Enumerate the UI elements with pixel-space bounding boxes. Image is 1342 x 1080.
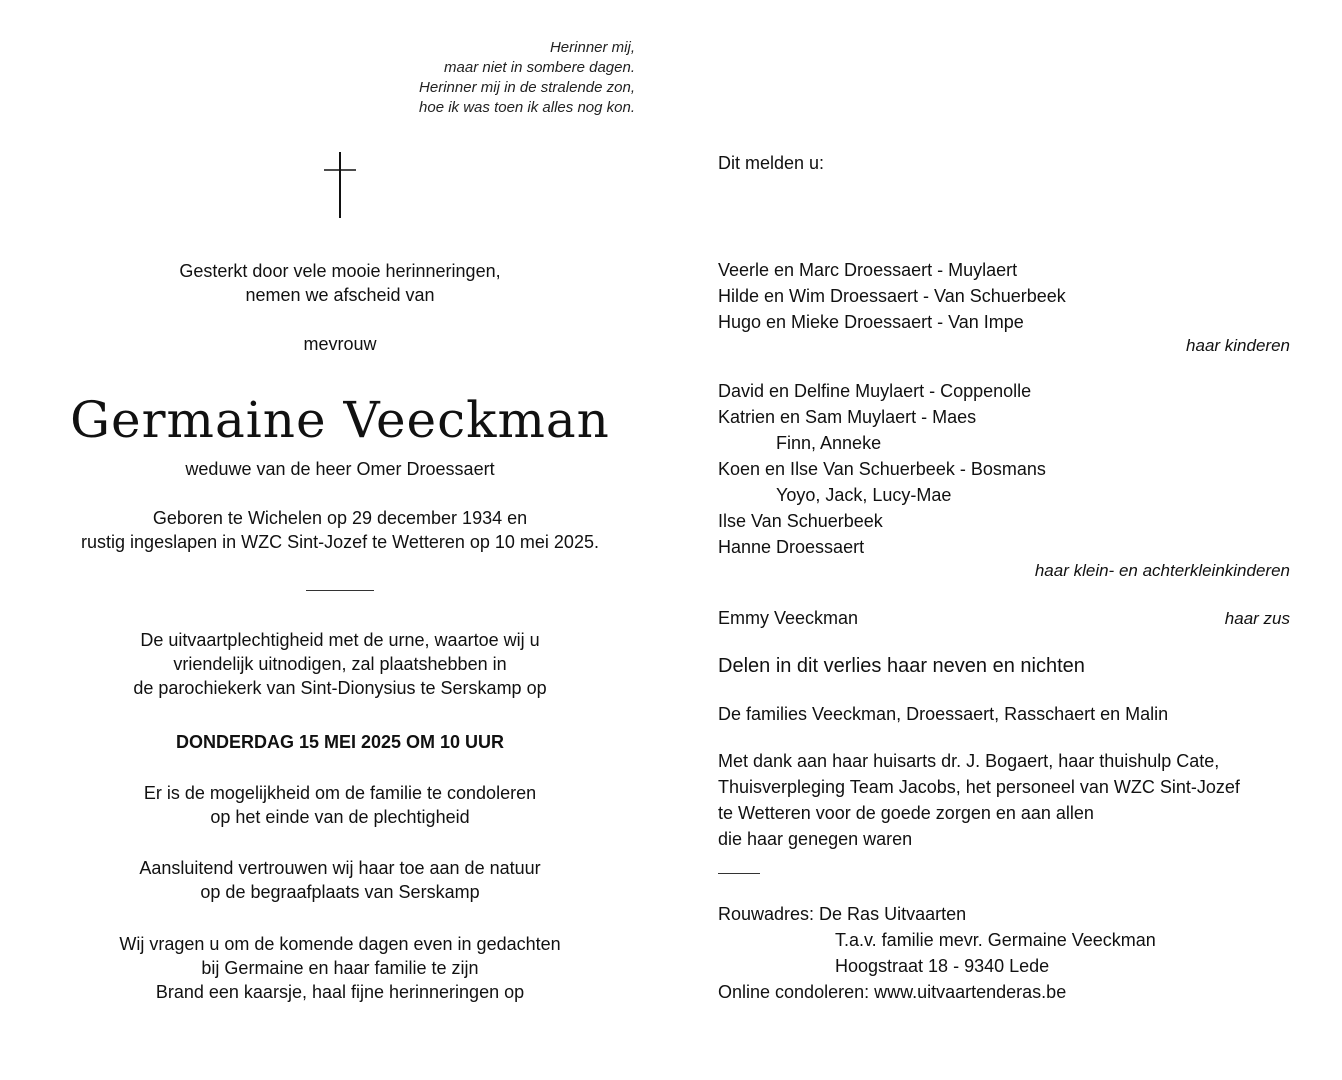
- ceremony-line: vriendelijk uitnodigen, zal plaatshebben in: [173, 654, 507, 674]
- thanks: [718, 748, 1290, 852]
- condole-line: Er is de mogelijkheid om de familie te condoleren: [143, 783, 537, 803]
- announce-header: Dit melden u:: [718, 153, 825, 173]
- title-mevrouw: mevrouw: [303, 334, 377, 354]
- children-list: [718, 257, 1290, 357]
- birth-line: Geboren te Wichelen op 29 december 1934 en: [152, 508, 528, 528]
- list-item: David en Delfine Muylaert - Coppenolle: [718, 381, 1032, 401]
- request: [40, 932, 640, 1004]
- list-item: Katrien en Sam Muylaert - Maes: [718, 407, 977, 427]
- cross-icon: [323, 152, 357, 218]
- separator: [718, 873, 760, 874]
- poem-line: Herinner mij in de stralende zon,: [419, 79, 635, 96]
- address-line: Hoogstraat 18 - 9340 Lede: [835, 956, 1050, 976]
- intro: [40, 259, 640, 307]
- burial-line: op de begraafplaats van Serskamp: [200, 882, 480, 902]
- request-line: Wij vragen u om de komende dagen even in gedachten: [119, 934, 561, 954]
- thanks-line: te Wetteren voor de goede zorgen en aan allen: [718, 803, 1094, 823]
- thanks-line: Met dank aan haar huisarts dr. J. Bogaert, haar thuishulp Cate,: [718, 751, 1220, 771]
- separator: [306, 590, 374, 591]
- relation-label: haar zus: [1224, 609, 1290, 628]
- birth-death: [40, 506, 640, 554]
- ceremony-line: de parochiekerk van Sint-Dionysius te Serskamp op: [133, 678, 547, 698]
- list-item: Hanne Droessaert: [718, 537, 865, 557]
- cousins-line: Delen in dit verlies haar neven en nichten: [718, 655, 1085, 677]
- list-item: Yoyo, Jack, Lucy-Mae: [776, 485, 952, 505]
- burial: [40, 856, 640, 904]
- deceased-name: Germaine Veeckman: [70, 391, 610, 449]
- poem: [419, 38, 635, 118]
- list-item: Koen en Ilse Van Schuerbeek - Bosmans: [718, 459, 1046, 479]
- sister-name: Emmy Veeckman: [718, 608, 859, 628]
- list-item: Ilse Van Schuerbeek: [718, 511, 883, 531]
- ceremony-line: De uitvaartplechtigheid met de urne, waartoe wij u: [140, 630, 540, 650]
- ceremony: [40, 628, 640, 700]
- poem-line: Herinner mij,: [549, 39, 635, 56]
- condolence: [40, 781, 640, 829]
- address-block: [718, 901, 1290, 1005]
- list-item: Veerle en Marc Droessaert - Muylaert: [718, 260, 1018, 280]
- grandchildren-list: [718, 378, 1290, 582]
- relation-label: haar klein- en achterkleinkinderen: [1034, 561, 1290, 580]
- request-line: bij Germaine en haar familie te zijn: [201, 958, 479, 978]
- list-item: Hugo en Mieke Droessaert - Van Impe: [718, 312, 1024, 332]
- burial-line: Aansluitend vertrouwen wij haar toe aan de natuur: [139, 858, 541, 878]
- request-line: Brand een kaarsje, haal fijne herinneringen op: [155, 982, 525, 1002]
- list-item: Hilde en Wim Droessaert - Van Schuerbeek: [718, 286, 1066, 306]
- thanks-line: die haar genegen waren: [718, 829, 913, 849]
- online-condolence: Online condoleren: www.uitvaartenderas.be: [718, 982, 1067, 1002]
- condole-line: op het einde van de plechtigheid: [210, 807, 470, 827]
- intro-line: Gesterkt door vele mooie herinneringen,: [179, 261, 501, 281]
- address-line: T.a.v. familie mevr. Germaine Veeckman: [835, 930, 1156, 950]
- thanks-line: Thuisverpleging Team Jacobs, het personeel van WZC Sint-Jozef: [718, 777, 1240, 797]
- relation-label: haar kinderen: [1186, 336, 1290, 355]
- ceremony-date: DONDERDAG 15 MEI 2025 OM 10 UUR: [175, 732, 505, 752]
- poem-line: hoe ik was toen ik alles nog kon.: [419, 99, 635, 116]
- intro-line: nemen we afscheid van: [245, 285, 435, 305]
- sister-row: [718, 605, 1290, 631]
- list-item: Finn, Anneke: [776, 433, 882, 453]
- address-label: Rouwadres: De Ras Uitvaarten: [718, 904, 967, 924]
- widow-line: weduwe van de heer Omer Droessaert: [185, 459, 495, 479]
- poem-line: maar niet in sombere dagen.: [444, 59, 635, 76]
- death-line: rustig ingeslapen in WZC Sint-Jozef te Wetteren op 10 mei 2025.: [81, 532, 599, 552]
- families-line: De families Veeckman, Droessaert, Rasschaert en Malin: [718, 704, 1169, 724]
